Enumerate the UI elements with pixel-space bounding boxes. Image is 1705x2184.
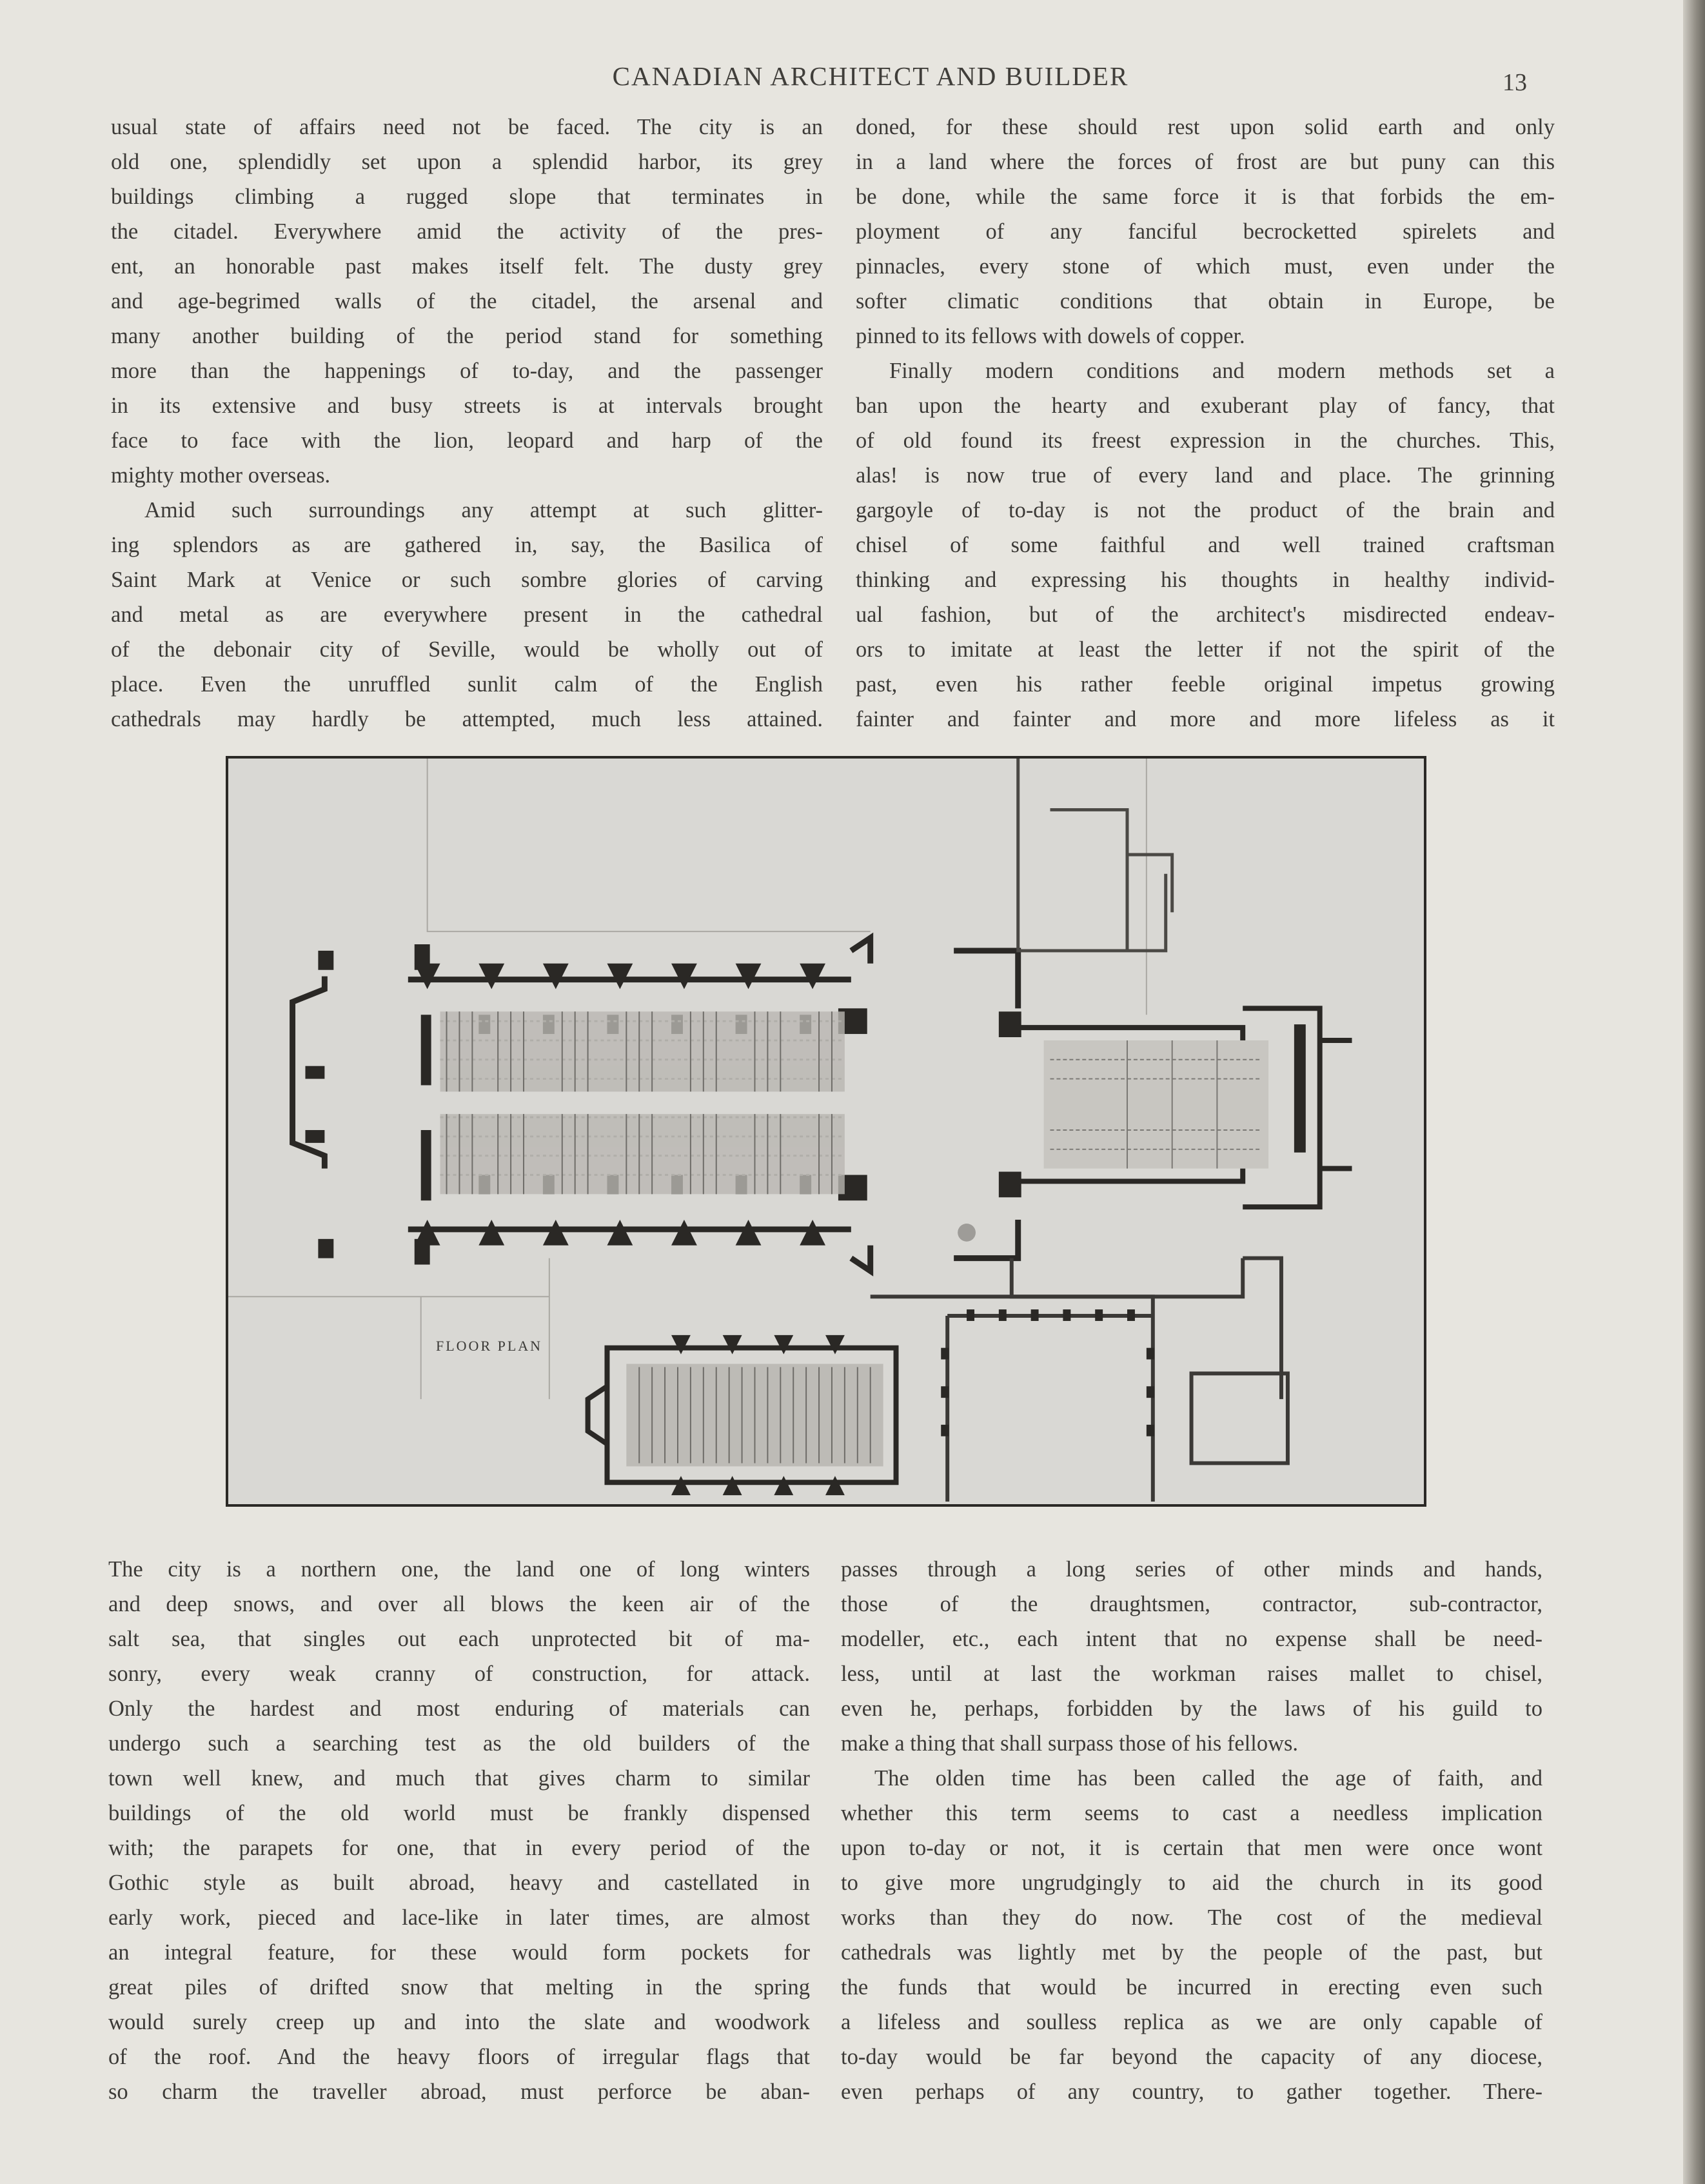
text-line: works than they do now. The cost of the medieval bbox=[841, 1905, 1542, 1930]
text-line: with; the parapets for one, that in every period of the bbox=[108, 1836, 810, 1860]
text-line: gargoyle of to-day is not the product of the brain and bbox=[856, 498, 1555, 522]
text-line: many another building of the period stand for something bbox=[111, 324, 823, 348]
text-line: Gothic style as built abroad, heavy and castellated in bbox=[108, 1871, 810, 1895]
column-bottom-right bbox=[841, 1552, 1542, 2109]
text-line: the citadel. Everywhere amid the activity of the pres- bbox=[111, 219, 823, 244]
text-line: and age-begrimed walls of the citadel, the arsenal and bbox=[111, 289, 823, 313]
text-line: place. Even the unruffled sunlit calm of the English bbox=[111, 672, 823, 697]
text-line: ual fashion, but of the architect's misdirected endeav- bbox=[856, 602, 1555, 627]
floor-plan-drawing bbox=[228, 759, 1424, 1504]
text-line: buildings of the old world must be frankly dispensed bbox=[108, 1801, 810, 1825]
text-line: cathedrals was lightly met by the people of the past, but bbox=[841, 1940, 1542, 1965]
text-line: whether this term seems to cast a needless implication bbox=[841, 1801, 1542, 1825]
text-line: ent, an honorable past makes itself felt. The dusty grey bbox=[111, 254, 823, 279]
text-line: usual state of affairs need not be faced. The city is an bbox=[111, 115, 823, 139]
text-line: less, until at last the workman raises mallet to chisel, bbox=[841, 1662, 1542, 1686]
text-line: sonry, every weak cranny of construction, for attack. bbox=[108, 1662, 810, 1686]
column-top-right bbox=[856, 110, 1555, 737]
text-line: softer climatic conditions that obtain in Europe, be bbox=[856, 289, 1555, 313]
text-line: of the debonair city of Seville, would be wholly out of bbox=[111, 637, 823, 662]
text-line: ban upon the hearty and exuberant play of fancy, that bbox=[856, 393, 1555, 418]
text-line: salt sea, that singles out each unprotected bit of ma- bbox=[108, 1627, 810, 1651]
text-line: Only the hardest and most enduring of materials can bbox=[108, 1696, 810, 1721]
text-line: Amid such surroundings any attempt at such glitter- bbox=[144, 498, 823, 522]
text-line: fainter and fainter and more and more lifeless as it bbox=[856, 707, 1555, 731]
text-line: thinking and expressing his thoughts in healthy individ- bbox=[856, 568, 1555, 592]
text-line: passes through a long series of other minds and hands, bbox=[841, 1557, 1542, 1582]
text-line: cathedrals may hardly be attempted, much less attained. bbox=[111, 707, 823, 731]
text-line: even he, perhaps, forbidden by the laws of his guild to bbox=[841, 1696, 1542, 1721]
text-line: so charm the traveller abroad, must perforce be aban- bbox=[108, 2080, 810, 2104]
text-line: more than the happenings of to-day, and the passenger bbox=[111, 359, 823, 383]
column-top-left bbox=[111, 110, 823, 737]
running-title: CANADIAN ARCHITECT AND BUILDER bbox=[612, 61, 1129, 91]
text-line: of old found its freest expression in the churches. This, bbox=[856, 428, 1555, 453]
text-line: town well knew, and much that gives charm to similar bbox=[108, 1766, 810, 1791]
text-line: in its extensive and busy streets is at intervals brought bbox=[111, 393, 823, 418]
text-line: those of the draughtsmen, contractor, sub-contractor, bbox=[841, 1592, 1542, 1616]
text-line: upon to-day or not, it is certain that men were once wont bbox=[841, 1836, 1542, 1860]
text-line: would surely creep up and into the slate and woodwork bbox=[108, 2010, 810, 2034]
text-line: great piles of drifted snow that melting in the spring bbox=[108, 1975, 810, 2000]
text-line: mighty mother overseas. bbox=[111, 463, 331, 488]
column-bottom-left bbox=[108, 1552, 810, 2109]
text-line: ployment of any fanciful becrocketted spirelets and bbox=[856, 219, 1555, 244]
text-line: in a land where the forces of frost are but puny can this bbox=[856, 150, 1555, 174]
page-number: 13 bbox=[1503, 69, 1527, 96]
text-line: alas! is now true of every land and place. The grinning bbox=[856, 463, 1555, 488]
text-line: doned, for these should rest upon solid earth and only bbox=[856, 115, 1555, 139]
text-line: the funds that would be incurred in erecting even such bbox=[841, 1975, 1542, 2000]
text-line: and deep snows, and over all blows the keen air of the bbox=[108, 1592, 810, 1616]
text-line: face to face with the lion, leopard and harp of the bbox=[111, 428, 823, 453]
text-line: buildings climbing a rugged slope that terminates in bbox=[111, 184, 823, 209]
text-line: ing splendors as are gathered in, say, the Basilica of bbox=[111, 533, 823, 557]
text-line: old one, splendidly set upon a splendid harbor, its grey bbox=[111, 150, 823, 174]
floor-plan-label: FLOOR PLAN bbox=[436, 1338, 543, 1354]
text-line: to give more ungrudgingly to aid the church in its good bbox=[841, 1871, 1542, 1895]
text-line: to-day would be far beyond the capacity of any diocese, bbox=[841, 2045, 1542, 2069]
text-line: modeller, etc., each intent that no expense shall be need- bbox=[841, 1627, 1542, 1651]
text-line: Finally modern conditions and modern methods set a bbox=[889, 359, 1555, 383]
text-line: of the roof. And the heavy floors of irregular flags that bbox=[108, 2045, 810, 2069]
text-line: an integral feature, for these would form pockets for bbox=[108, 1940, 810, 1965]
text-line: ors to imitate at least the letter if not the spirit of the bbox=[856, 637, 1555, 662]
page-edge-shadow bbox=[1683, 0, 1705, 2184]
text-line: Saint Mark at Venice or such sombre glories of carving bbox=[111, 568, 823, 592]
text-line: a lifeless and soulless replica as we are only capable of bbox=[841, 2010, 1542, 2034]
text-line: and metal as are everywhere present in the cathedral bbox=[111, 602, 823, 627]
text-line: undergo such a searching test as the old builders of the bbox=[108, 1731, 810, 1756]
text-line: chisel of some faithful and well trained craftsman bbox=[856, 533, 1555, 557]
text-line: be done, while the same force it is that forbids the em- bbox=[856, 184, 1555, 209]
text-line: The city is a northern one, the land one of long winters bbox=[108, 1557, 810, 1582]
text-line: past, even his rather feeble original impetus growing bbox=[856, 672, 1555, 697]
text-line: early work, pieced and lace-like in later times, are almost bbox=[108, 1905, 810, 1930]
text-line: The olden time has been called the age of faith, and bbox=[874, 1766, 1542, 1791]
text-line: pinnacles, every stone of which must, even under the bbox=[856, 254, 1555, 279]
text-line: make a thing that shall surpass those of his fellows. bbox=[841, 1731, 1299, 1756]
text-line: even perhaps of any country, to gather together. There- bbox=[841, 2080, 1542, 2104]
floor-plan-figure bbox=[226, 756, 1426, 1507]
text-line: pinned to its fellows with dowels of copper. bbox=[856, 324, 1245, 348]
